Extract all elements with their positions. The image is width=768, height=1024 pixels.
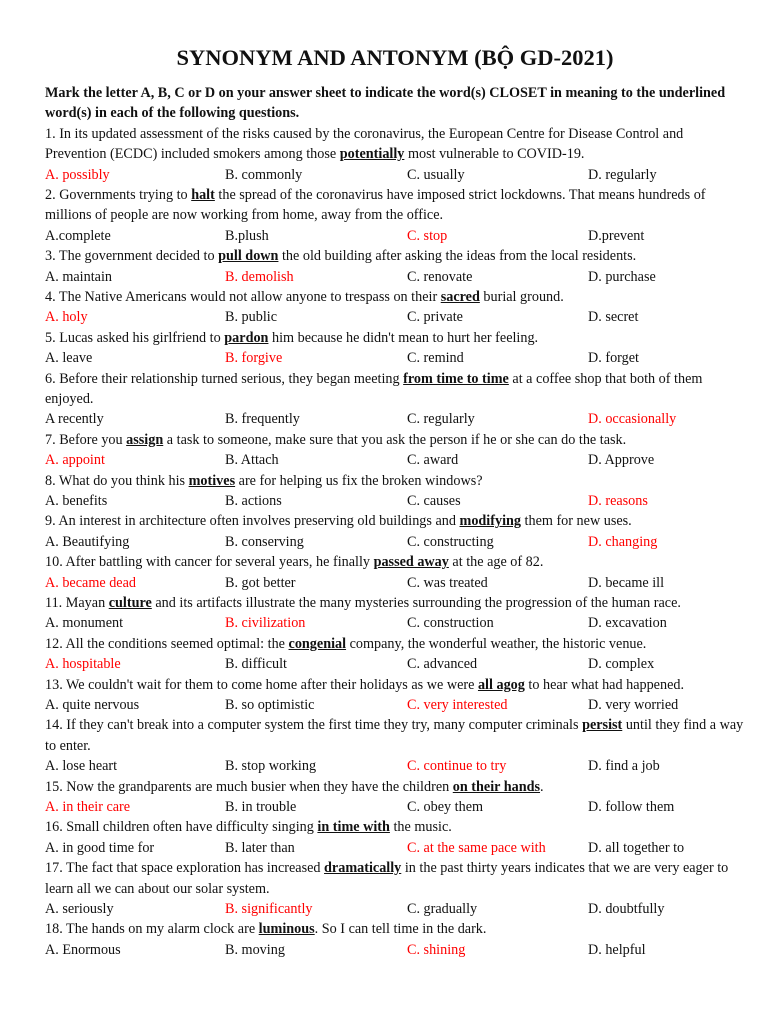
- instructions: Mark the letter A, B, C or D on your answer sheet to indicate the word(s) CLOSET in meaning to the underlined word(s) in each of the following questions.: [45, 85, 726, 122]
- question-text-after: him because he didn't mean to hurt her feeling.: [268, 329, 539, 346]
- question-text: [45, 124, 745, 165]
- question-text: [45, 715, 745, 756]
- answer-options: [45, 409, 745, 429]
- option-c[interactable]: C. at the same pace with: [407, 839, 546, 856]
- question-text-before: After battling with cancer for several years, he finally: [62, 554, 374, 571]
- option-d[interactable]: D. all together to: [588, 839, 685, 856]
- option-b[interactable]: B. forgive: [225, 350, 283, 367]
- question-item: [45, 634, 745, 675]
- option-b[interactable]: B. civilization: [225, 615, 306, 632]
- underlined-word: culture: [108, 595, 152, 611]
- question-number: 7.: [45, 431, 56, 448]
- option-c[interactable]: C. regularly: [407, 411, 475, 428]
- answer-options: [45, 450, 745, 470]
- option-a[interactable]: A. quite nervous: [45, 697, 140, 713]
- underlined-word: luminous: [258, 921, 315, 938]
- answer-options: [45, 573, 745, 593]
- question-text-before: The fact that space exploration has increased: [62, 860, 325, 877]
- question-item: [45, 430, 745, 471]
- option-a[interactable]: A. in good time for: [45, 839, 155, 856]
- option-a[interactable]: A. in their care: [45, 799, 131, 815]
- underlined-word: pardon: [224, 329, 269, 346]
- answer-options: [45, 613, 745, 633]
- question-text-before: Mayan: [62, 595, 109, 611]
- underlined-word: pull down: [218, 248, 279, 265]
- question-text-after: in the past thirty years indicates that we are very eager to learn all we can about our solar system.: [45, 860, 729, 897]
- option-d[interactable]: D. became ill: [588, 574, 665, 591]
- option-d[interactable]: D. follow them: [588, 799, 675, 815]
- option-b[interactable]: B. frequently: [225, 411, 300, 428]
- question-text-after: them for new uses.: [521, 513, 632, 530]
- question-text: [45, 511, 745, 531]
- answer-options: [45, 226, 745, 246]
- question-number: 15.: [45, 778, 63, 795]
- option-a[interactable]: A. possibly: [45, 166, 110, 183]
- option-c[interactable]: C. shining: [407, 941, 466, 958]
- option-b[interactable]: B. significantly: [225, 901, 313, 917]
- answer-options: [45, 491, 745, 511]
- option-d[interactable]: D. reasons: [588, 493, 648, 510]
- underlined-word: modifying: [459, 513, 521, 530]
- question-text-before: Governments trying to: [55, 187, 192, 204]
- option-a[interactable]: A. seriously: [45, 901, 114, 917]
- question-item: [45, 471, 745, 512]
- question-text-before: We couldn't wait for them to come home after their holidays as we were: [62, 676, 478, 693]
- answer-options: [45, 797, 745, 817]
- option-c[interactable]: C. constructing: [407, 533, 494, 550]
- underlined-word: congenial: [288, 635, 347, 652]
- question-text-after: are for helping us fix the broken windows?: [235, 472, 483, 489]
- question-text-before: The hands on my alarm clock are: [62, 921, 259, 938]
- option-d[interactable]: D. purchase: [588, 268, 656, 285]
- underlined-word: in time with: [317, 819, 390, 836]
- question-item: [45, 328, 745, 369]
- question-text: [45, 430, 745, 450]
- question-text: [45, 552, 745, 572]
- underlined-word: passed away: [373, 554, 449, 571]
- option-b[interactable]: B. in trouble: [225, 799, 297, 815]
- question-text: [45, 471, 745, 491]
- question-text-after: to hear what had happened.: [524, 676, 685, 693]
- question-item: [45, 246, 745, 287]
- option-a[interactable]: A. maintain: [45, 268, 112, 285]
- question-text-after: the spread of the coronavirus have imposed strict lockdowns. That means hundreds of millions of people are now working from home, away from the office.: [45, 187, 706, 224]
- option-d[interactable]: D. forget: [588, 350, 639, 367]
- question-text: [45, 246, 745, 266]
- question-number: 5.: [45, 329, 56, 346]
- question-text-before: An interest in architecture often involves preserving old buildings and: [55, 513, 460, 530]
- question-text: [45, 817, 745, 837]
- option-b[interactable]: B. difficult: [225, 656, 288, 673]
- question-number: 17.: [45, 860, 63, 877]
- option-b[interactable]: B. got better: [225, 574, 296, 591]
- option-c[interactable]: C. advanced: [407, 656, 478, 673]
- underlined-word: all agog: [477, 676, 525, 693]
- option-c[interactable]: C. was treated: [407, 574, 488, 591]
- option-d[interactable]: D. occasionally: [588, 411, 677, 428]
- option-d[interactable]: D. find a job: [588, 758, 660, 775]
- question-item: [45, 369, 745, 430]
- question-text-after: the music.: [389, 819, 452, 836]
- option-a[interactable]: A. lose heart: [45, 758, 118, 775]
- question-text-after: a task to someone, make sure that you ask the person if he or she can do the task.: [163, 431, 627, 448]
- question-item: [45, 511, 745, 552]
- option-d[interactable]: D. excavation: [588, 615, 667, 632]
- question-item: [45, 777, 745, 818]
- question-item: [45, 715, 745, 776]
- option-b[interactable]: B. stop working: [225, 758, 317, 775]
- question-item: [45, 817, 745, 858]
- option-d[interactable]: D. secret: [588, 309, 639, 326]
- question-number: 18.: [45, 921, 63, 938]
- page-title: SYNONYM AND ANTONYM (BỘ GD-2021): [176, 45, 614, 70]
- answer-options: [45, 165, 745, 185]
- option-d[interactable]: D. regularly: [588, 166, 657, 183]
- question-text-after: most vulnerable to COVID-19.: [404, 146, 585, 163]
- worksheet-page: [45, 44, 745, 960]
- question-item: [45, 185, 745, 246]
- option-c[interactable]: C. construction: [407, 615, 494, 632]
- option-d[interactable]: D. complex: [588, 656, 655, 673]
- question-text: [45, 328, 745, 348]
- question-number: 8.: [45, 472, 56, 489]
- question-text-before: Before you: [55, 431, 127, 448]
- option-a[interactable]: A. monument: [45, 615, 124, 632]
- question-number: 14.: [45, 717, 63, 734]
- answer-options: [45, 654, 745, 674]
- option-a[interactable]: A recently: [45, 411, 104, 428]
- option-c[interactable]: C. obey them: [407, 799, 484, 815]
- question-number: 10.: [45, 554, 63, 571]
- option-a[interactable]: A. holy: [45, 309, 88, 326]
- question-number: 4.: [45, 289, 56, 306]
- answer-options: [45, 940, 745, 960]
- option-b[interactable]: B.plush: [225, 227, 269, 244]
- question-text-after: company, the wonderful weather, the historic venue.: [346, 635, 647, 652]
- question-text-before: In its updated assessment of the risks caused by the coronavirus, the European Centre for Disease Control and Prevention (ECDC) included smokers among those: [45, 125, 684, 163]
- option-a[interactable]: A.complete: [45, 227, 111, 244]
- question-number: 13.: [45, 676, 63, 693]
- question-text: [45, 675, 745, 695]
- question-number: 12.: [45, 635, 63, 652]
- question-item: [45, 287, 745, 328]
- option-c[interactable]: C. remind: [407, 350, 464, 367]
- question-text-before: Small children often have difficulty singing: [62, 819, 318, 836]
- option-b[interactable]: B. Attach: [225, 452, 279, 469]
- question-number: 2.: [45, 187, 56, 204]
- question-text: [45, 634, 745, 654]
- question-text: [45, 919, 745, 939]
- option-a[interactable]: A. hospitable: [45, 656, 121, 673]
- answer-options: [45, 532, 745, 552]
- question-text-before: What do you think his: [55, 472, 189, 489]
- option-c[interactable]: C. renovate: [407, 268, 473, 285]
- underlined-word: sacred: [440, 289, 480, 306]
- question-text: [45, 185, 745, 226]
- option-d[interactable]: D.prevent: [588, 227, 645, 244]
- option-d[interactable]: D. helpful: [588, 941, 646, 958]
- option-b[interactable]: B. actions: [225, 493, 282, 510]
- option-b[interactable]: B. moving: [225, 941, 285, 958]
- option-b[interactable]: B. public: [225, 309, 278, 326]
- option-c[interactable]: C. private: [407, 309, 463, 326]
- option-c[interactable]: C. gradually: [407, 901, 478, 917]
- question-text-after: at a coffee shop that both of them enjoyed.: [45, 370, 703, 408]
- option-c[interactable]: C. award: [407, 452, 459, 469]
- option-b[interactable]: B. commonly: [225, 166, 303, 183]
- question-text-after: and its artifacts illustrate the many mysteries surrounding the progression of the human race.: [151, 595, 681, 611]
- answer-options: [45, 267, 745, 287]
- question-text-before: Before their relationship turned serious, they began meeting: [55, 370, 404, 387]
- question-text-after: the old building after asking the ideas from the local residents.: [278, 248, 637, 265]
- question-text: [45, 369, 745, 410]
- option-b[interactable]: B. so optimistic: [225, 697, 315, 713]
- underlined-word: assign: [126, 431, 164, 448]
- question-text-before: If they can't break into a computer system the first time they try, many computer criminals: [62, 717, 583, 734]
- underlined-word: potentially: [339, 146, 405, 163]
- question-number: 6.: [45, 370, 56, 387]
- question-number: 11.: [45, 595, 63, 611]
- option-b[interactable]: B. conserving: [225, 533, 304, 550]
- question-text-before: The Native Americans would not allow anyone to trespass on their: [55, 289, 441, 306]
- option-d[interactable]: D. doubtfully: [588, 901, 665, 917]
- option-c[interactable]: C. usually: [407, 166, 465, 183]
- option-c[interactable]: C. stop: [407, 227, 448, 244]
- option-d[interactable]: D. changing: [588, 533, 658, 550]
- question-list: [45, 124, 745, 960]
- option-a[interactable]: A. became dead: [45, 574, 136, 591]
- underlined-word: persist: [582, 717, 623, 734]
- question-item: [45, 124, 745, 185]
- option-a[interactable]: A. benefits: [45, 493, 108, 510]
- underlined-word: motives: [188, 472, 236, 489]
- question-text: [45, 287, 745, 307]
- answer-options: [45, 899, 745, 919]
- option-c[interactable]: C. continue to try: [407, 758, 507, 775]
- answer-options: [45, 307, 745, 327]
- option-c[interactable]: C. causes: [407, 493, 461, 510]
- option-c[interactable]: C. very interested: [407, 697, 508, 713]
- question-text-before: The government decided to: [55, 248, 219, 265]
- question-item: [45, 675, 745, 716]
- question-text-after: until they find a way to enter.: [45, 717, 744, 754]
- question-text: [45, 593, 745, 613]
- question-number: 9.: [45, 513, 56, 530]
- option-a[interactable]: A. Beautifying: [45, 533, 130, 550]
- question-text-after: at the age of 82.: [448, 554, 544, 571]
- question-text-after: . So I can tell time in the dark.: [314, 921, 487, 938]
- question-number: 16.: [45, 819, 63, 836]
- question-item: [45, 552, 745, 593]
- option-d[interactable]: D. very worried: [588, 697, 679, 713]
- answer-options: [45, 756, 745, 776]
- underlined-word: halt: [191, 187, 215, 204]
- question-number: 1.: [45, 125, 56, 142]
- question-text-after: .: [540, 778, 544, 795]
- underlined-word: from time to time: [403, 370, 509, 387]
- question-item: [45, 858, 745, 919]
- option-b[interactable]: B. demolish: [225, 268, 294, 285]
- question-text-before: Now the grandparents are much busier when they have the children: [62, 778, 453, 795]
- option-b[interactable]: B. later than: [225, 839, 295, 856]
- answer-options: [45, 838, 745, 858]
- option-a[interactable]: A. appoint: [45, 452, 105, 469]
- option-a[interactable]: A. leave: [45, 350, 93, 367]
- answer-options: [45, 695, 745, 715]
- question-item: [45, 593, 745, 634]
- option-a[interactable]: A. Enormous: [45, 941, 121, 958]
- question-item: [45, 919, 745, 960]
- question-text: [45, 858, 745, 899]
- underlined-word: dramatically: [324, 860, 402, 877]
- question-text: [45, 777, 745, 797]
- question-text-before: Lucas asked his girlfriend to: [55, 329, 225, 346]
- option-d[interactable]: D. Approve: [588, 452, 655, 469]
- question-text-before: All the conditions seemed optimal: the: [62, 635, 289, 652]
- answer-options: [45, 348, 745, 368]
- underlined-word: on their hands: [452, 778, 541, 795]
- question-text-after: burial ground.: [479, 289, 564, 306]
- question-number: 3.: [45, 248, 56, 265]
